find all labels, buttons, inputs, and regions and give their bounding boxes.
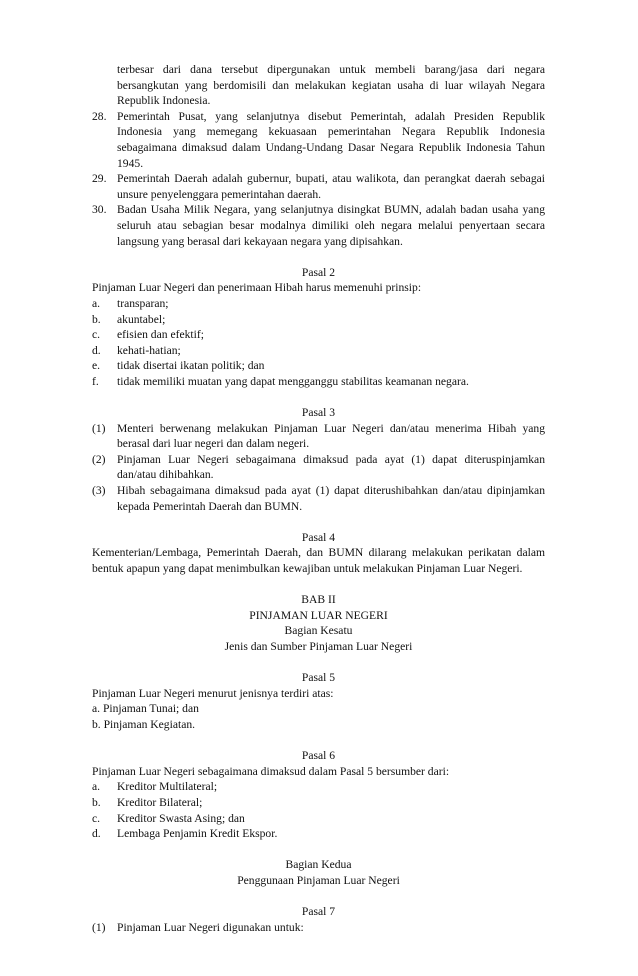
pasal-2-item-e: e. tidak disertai ikatan politik; dan	[92, 359, 265, 373]
bab-2-number: BAB II	[301, 593, 336, 607]
pasal-2-item-d: d. kehati-hatian;	[92, 343, 181, 357]
pasal-2-intro: Pinjaman Luar Negeri dan penerimaan Hibah harus memenuhi prinsip:	[92, 281, 422, 295]
pasal-2-item-f: f. tidak memiliki muatan yang dapat mengganggu stabilitas keamanan negara.	[92, 374, 469, 388]
pasal-6-heading: Pasal 6	[301, 749, 336, 763]
pasal-5-item-a: a. Pinjaman Tunai; dan	[92, 702, 199, 716]
pasal-3-ayat-1: (1) Menteri berwenang melakukan Pinjaman Luar Negeri dan/atau menerima Hibah yang berasal dari luar negeri dan dalam negeri.	[92, 421, 545, 451]
pasal-7-heading: Pasal 7	[301, 905, 336, 919]
pasal-3-heading: Pasal 3	[301, 406, 336, 420]
bagian-kedua-number: Bagian Kedua	[285, 858, 352, 872]
definition-27-continuation: terbesar dari dana tersebut dipergunakan untuk membeli barang/jasa dari negara bersangkutan yang berdomisili dan melakukan kegiatan usaha di luar wilayah Negara Republik Indonesia.	[117, 63, 545, 108]
pasal-6-item-a: a. Kreditor Multilateral;	[92, 780, 218, 794]
document-page	[92, 62, 545, 935]
pasal-3-ayat-2: (2) Pinjaman Luar Negeri sebagaimana dimaksud pada ayat (1) dapat diteruspinjamkan dan/atau dihibahkan.	[92, 452, 545, 482]
pasal-6-intro: Pinjaman Luar Negeri sebagaimana dimaksud dalam Pasal 5 bersumber dari:	[92, 764, 450, 778]
pasal-2-item-c: c. efisien dan efektif;	[92, 328, 204, 342]
pasal-3-ayat-3: (3) Hibah sebagaimana dimaksud pada ayat (1) dapat diterushibahkan dan/atau dipinjamkan kepada Pemerintah Daerah dan BUMN.	[92, 484, 545, 513]
pasal-6-item-c: c. Kreditor Swasta Asing; dan	[92, 811, 245, 825]
definition-28: 28. Pemerintah Pusat, yang selanjutnya disebut Pemerintah, adalah Presiden Republik Indonesia yang memegang kekuasaan pemerintahan Negara Republik Indonesia sebagaimana dimaksud dalam Undang-Undang Dasar Negara Republik Indonesia Tahun 1945.	[92, 109, 545, 170]
pasal-5-item-b: b. Pinjaman Kegiatan.	[92, 717, 196, 731]
pasal-5-intro: Pinjaman Luar Negeri menurut jenisnya terdiri atas:	[92, 686, 334, 700]
definition-29: 29. Pemerintah Daerah adalah gubernur, bupati, atau walikota, dan perangkat daerah sebagai unsure penyelenggara pemerintahan daerah.	[92, 172, 545, 201]
pasal-2-item-b: b. akuntabel;	[92, 312, 166, 326]
pasal-6-item-b: b. Kreditor Bilateral;	[92, 795, 203, 809]
bagian-kesatu-title: Jenis dan Sumber Pinjaman Luar Negeri	[224, 639, 413, 653]
pasal-5-heading: Pasal 5	[301, 671, 336, 685]
pasal-7-ayat-1: (1) Pinjaman Luar Negeri digunakan untuk:	[92, 920, 304, 934]
bab-2-title: PINJAMAN LUAR NEGERI	[249, 608, 388, 622]
pasal-4-text: Kementerian/Lembaga, Pemerintah Daerah, dan BUMN dilarang melakukan perikatan dalam bentuk apapun yang dapat menimbulkan kewajiban untuk melakukan Pinjaman Luar Negeri.	[92, 546, 545, 575]
bagian-kedua-title: Penggunaan Pinjaman Luar Negeri	[237, 873, 400, 887]
pasal-6-item-d: d. Lembaga Penjamin Kredit Ekspor.	[92, 827, 278, 841]
pasal-2-item-a: a. transparan;	[92, 296, 169, 310]
pasal-2-heading: Pasal 2	[301, 265, 336, 279]
definition-30: 30. Badan Usaha Milik Negara, yang selanjutnya disingkat BUMN, adalah badan usaha yang seluruh atau sebagian besar modalnya dimiliki oleh negara melalui penyertaan secara langsung yang berasal dari kekayaan negara yang dipisahkan.	[92, 203, 545, 248]
bagian-kesatu-number: Bagian Kesatu	[284, 624, 353, 638]
pasal-4-heading: Pasal 4	[301, 530, 336, 544]
